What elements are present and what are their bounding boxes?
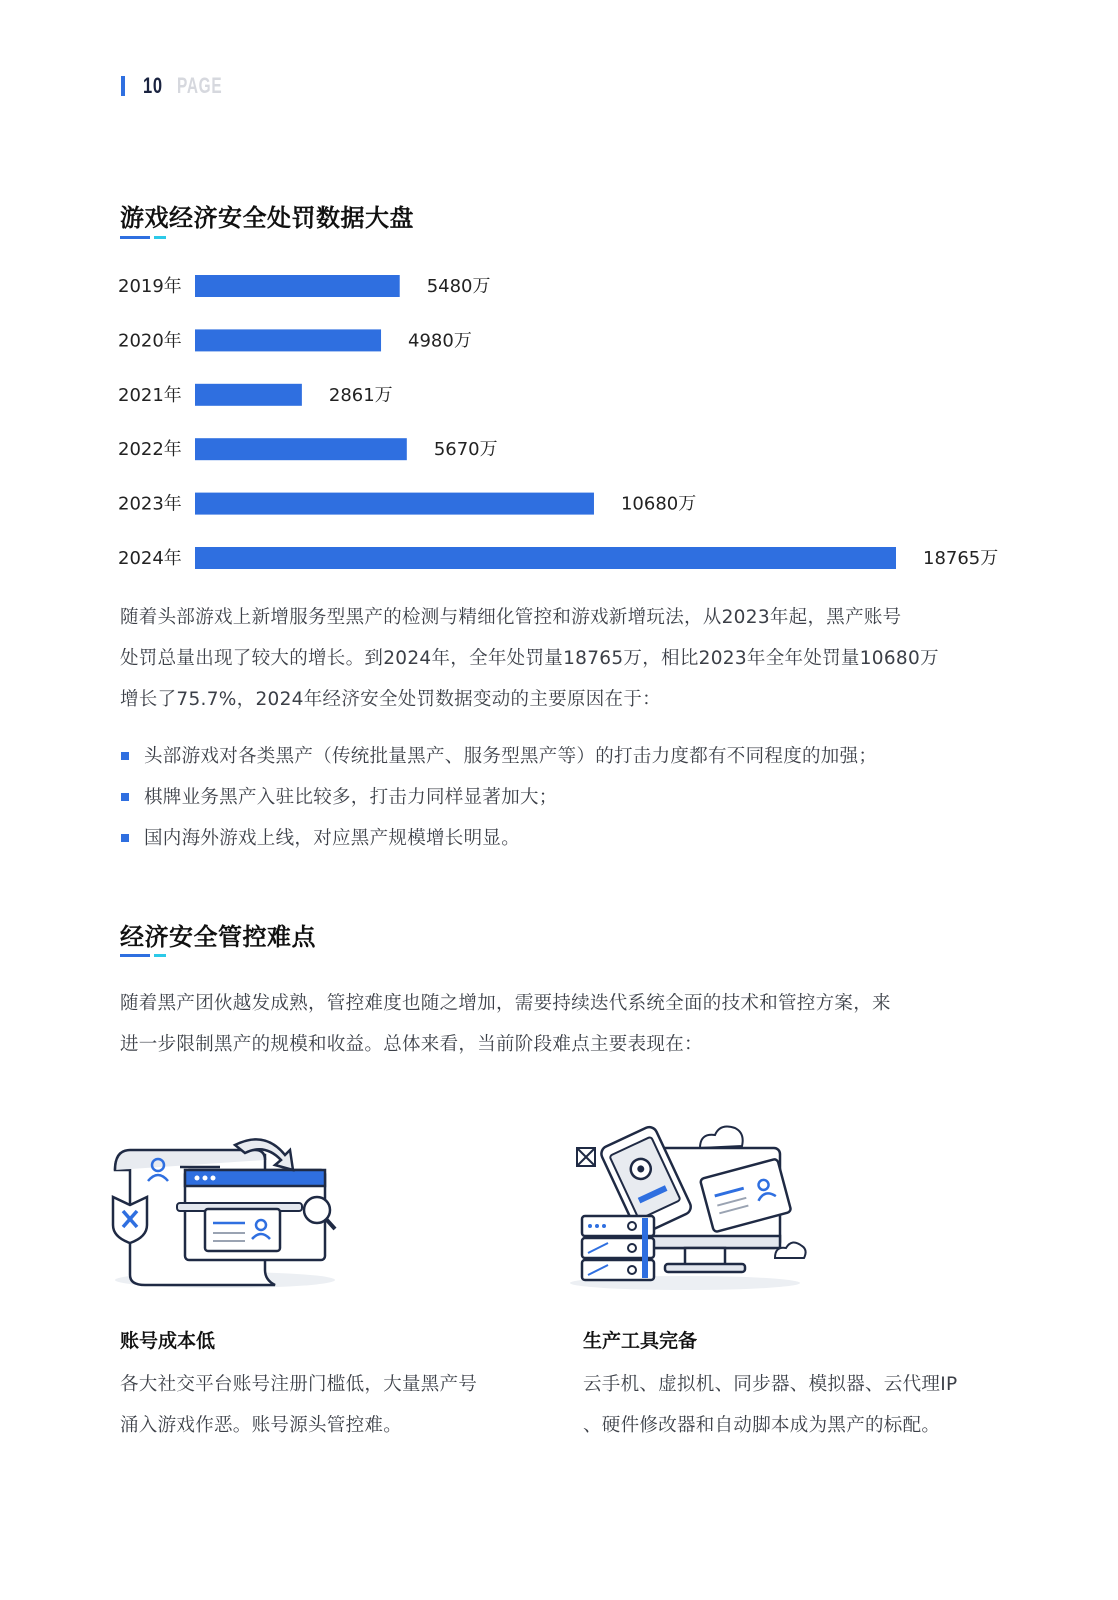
device-server-icon (560, 1118, 810, 1293)
reason-list (120, 736, 1000, 859)
bar-value-label: 4980万 (408, 330, 472, 352)
bar-category-label: 2020年 (118, 330, 182, 352)
paragraph-line: 随着头部游戏上新增服务型黑产的检测与精细化管控和游戏新增玩法，从2023年起，黑产账号 (120, 607, 902, 628)
reason-item: 国内海外游戏上线，对应黑产规模增长明显。 (120, 818, 1000, 859)
bar (195, 275, 400, 297)
page-marker (121, 74, 242, 98)
page-number: 10 (143, 73, 163, 98)
paragraph-line: 进一步限制黑产的规模和收益。总体来看，当前阶段难点主要表现在： (120, 1034, 703, 1055)
bar-category-label: 2022年 (118, 439, 182, 461)
paragraph-line: 处罚总量出现了较大的增长。到2024年，全年处罚量18765万，相比2023年全年处罚量10680万 (120, 648, 939, 669)
bar-value-label: 2861万 (328, 384, 393, 406)
bar-category-label: 2024年 (118, 548, 182, 569)
bar-value-label: 5480万 (426, 276, 491, 297)
section1-paragraph (120, 597, 1000, 720)
section2-paragraph (120, 983, 1000, 1065)
bar (195, 384, 302, 406)
bar-category-label: 2021年 (118, 384, 182, 406)
section-title-penalty-data: 游戏经济安全处罚数据大盘 (120, 204, 414, 232)
penalty-bar-chart (110, 265, 1010, 585)
bar (195, 493, 594, 515)
bar-value-label: 10680万 (620, 493, 697, 515)
reason-item: 棋牌业务黑产入驻比较多，打击力同样显著加大； (120, 777, 1000, 818)
page-marker-bar (121, 76, 125, 96)
bar-value-label: 5670万 (433, 439, 498, 461)
account-document-icon (105, 1125, 345, 1295)
paragraph-line: 增长了75.7%，2024年经济安全处罚数据变动的主要原因在于： (120, 689, 661, 710)
card-text-line: 云手机、虚拟机、同步器、模拟器、云代理IP (583, 1374, 958, 1395)
card-text-account-cost (120, 1364, 540, 1446)
card-title-account-cost: 账号成本低 (120, 1330, 216, 1352)
bar-category-label: 2019年 (118, 276, 182, 297)
page-label: PAGE (177, 73, 223, 98)
card-text-production-tools (583, 1364, 1003, 1446)
card-text-line: 各大社交平台账号注册门槛低，大量黑产号 (120, 1374, 478, 1395)
bar (195, 329, 381, 351)
bar-category-label: 2023年 (118, 493, 182, 515)
card-text-line: 、硬件修改器和自动脚本成为黑产的标配。 (583, 1415, 941, 1436)
reason-item: 头部游戏对各类黑产（传统批量黑产、服务型黑产等）的打击力度都有不同程度的加强； (120, 736, 1000, 777)
bar-value-label: 18765万 (923, 548, 999, 569)
bar (195, 438, 407, 460)
section-title-difficulties: 经济安全管控难点 (120, 923, 316, 951)
card-text-line: 涌入游戏作恶。账号源头管控难。 (120, 1415, 403, 1436)
card-title-production-tools: 生产工具完备 (583, 1330, 698, 1352)
bar (195, 547, 896, 569)
paragraph-line: 随着黑产团伙越发成熟，管控难度也随之增加，需要持续迭代系统全面的技术和管控方案，来 (120, 993, 891, 1014)
